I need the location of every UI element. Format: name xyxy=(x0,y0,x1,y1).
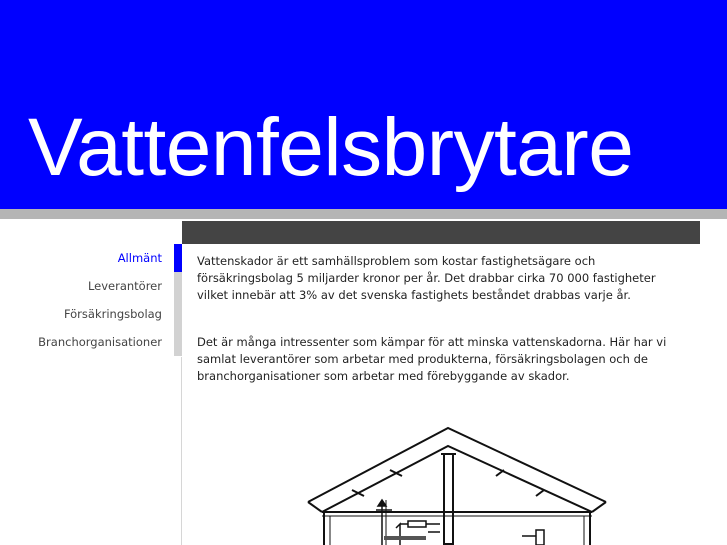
nav-item-label: Försäkringsbolag xyxy=(63,307,162,321)
nav-item-label: Leverantörer xyxy=(87,279,162,293)
nav-active-indicator xyxy=(174,244,182,272)
site-title: Vattenfelsbrytare xyxy=(28,102,634,193)
house-plumbing-illustration xyxy=(300,420,620,545)
header-divider xyxy=(0,209,727,219)
intro-paragraph: Vattenskador är ett samhällsproblem som kostar fastighetsägare och försäkringsbolag 5 miljarder kronor per år. Det drabbar cirka 70 000 fastigheter vilket innebär att 3% av det svenska fastighets beståndet drabbas varje år. xyxy=(197,254,656,302)
content-header-bar xyxy=(182,221,700,244)
main-content xyxy=(197,253,687,415)
nav-item-allmant[interactable] xyxy=(0,244,182,272)
nav-item-label: Branchorganisationer xyxy=(38,335,162,349)
nav-indicator xyxy=(174,272,182,300)
nav-item-branchorganisationer[interactable] xyxy=(0,328,182,356)
nav-indicator xyxy=(174,328,182,356)
nav-item-leverantorer[interactable] xyxy=(0,272,182,300)
site-header xyxy=(0,0,727,209)
sidebar-nav xyxy=(0,244,182,356)
nav-item-label: Allmänt xyxy=(117,251,162,265)
nav-indicator xyxy=(174,300,182,328)
nav-item-forsakringsbolag[interactable] xyxy=(0,300,182,328)
stakeholders-paragraph: Det är många intressenter som kämpar för att minska vattenskadorna. Här har vi samlat leverantörer som arbetar med produkterna, försäkringsbolagen och de branchorganisationer som arbetar med förebyggande av skador. xyxy=(197,335,667,383)
sidebar-divider xyxy=(181,357,182,545)
